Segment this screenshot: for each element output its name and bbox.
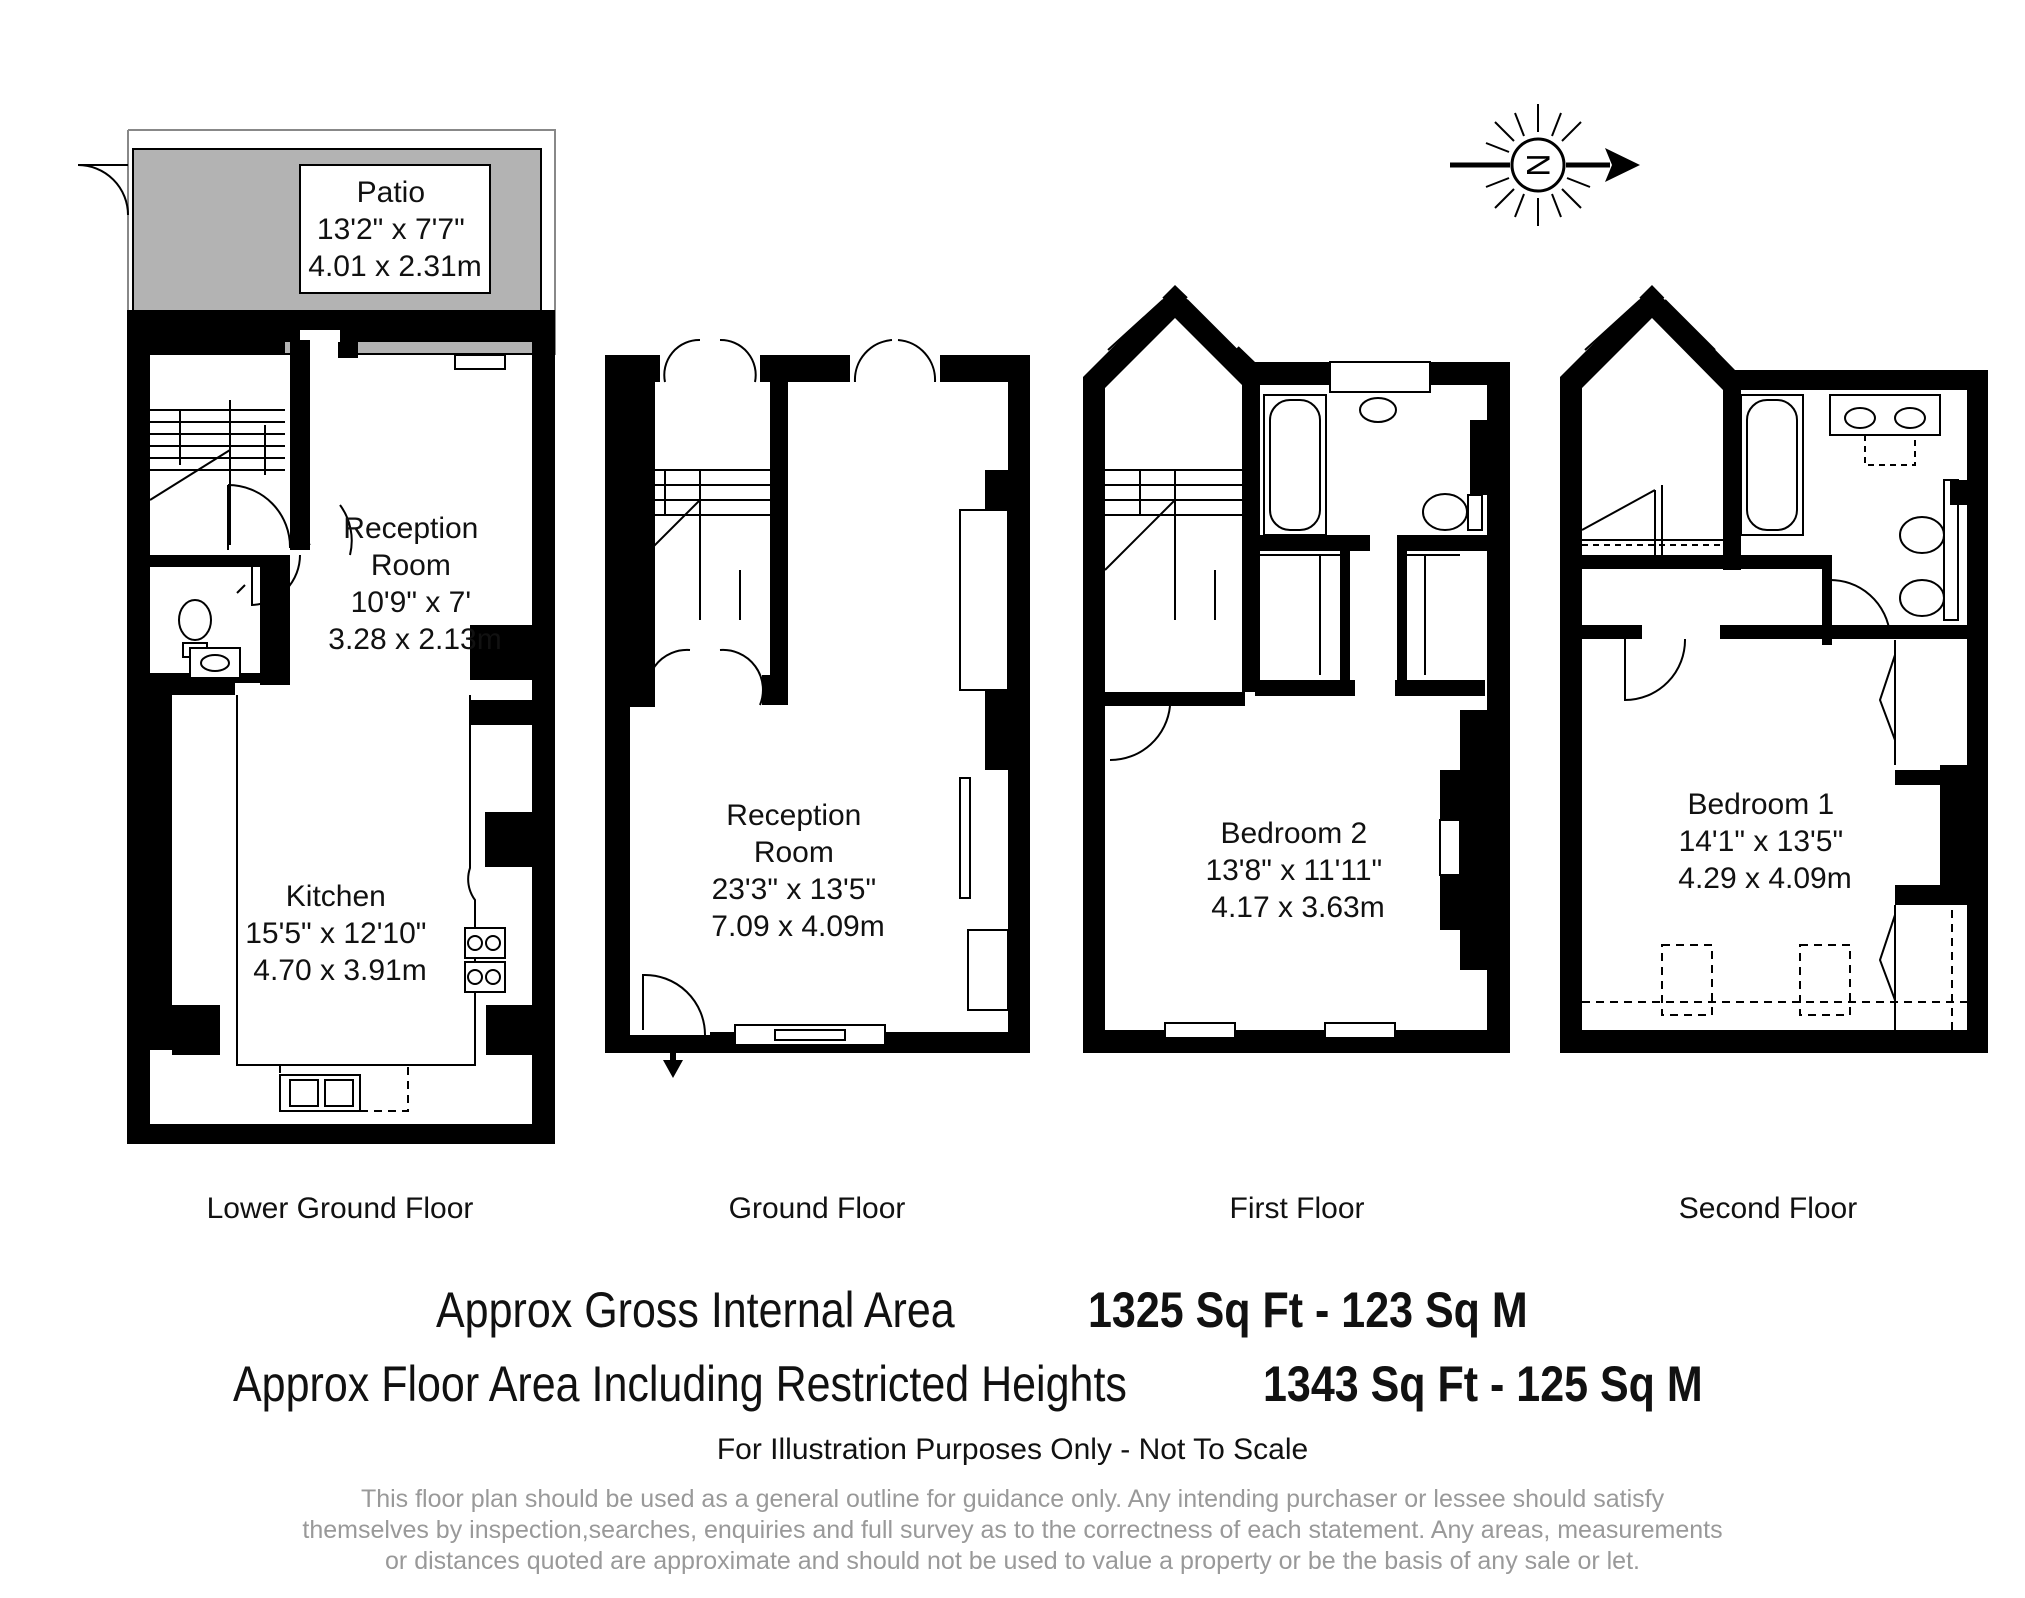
bedroom2-metric: 4.17 x 3.63m xyxy=(1211,891,1385,924)
second-floor-plan xyxy=(1560,285,1988,1053)
svg-text:Bedroom 1 14'1" x 13'5" xyxy=(1678,788,1851,895)
svg-text:Kitchen 15'5" x 12'10" xyxy=(245,880,435,987)
kitchen-imperial: 15'5" x 12'10" xyxy=(245,917,427,950)
lg-reception-name2: Room xyxy=(370,549,451,582)
disclaimer-line-1: This floor plan should be used as a general outline for guidance only. Any intending purchaser or lessee should satisfy xyxy=(360,1485,1665,1513)
patio-name: Patio xyxy=(356,176,426,209)
bedroom1-imperial: 14'1" x 13'5" xyxy=(1678,825,1844,858)
g-reception-name2: Room xyxy=(753,836,834,869)
lower-ground-floor-plan xyxy=(78,130,555,1144)
first-floor-plan xyxy=(1083,285,1510,1053)
illustration-note: For Illustration Purposes Only - Not To Scale xyxy=(716,1433,1309,1466)
patio-imperial: 13'2" x 7'7" xyxy=(316,213,465,246)
gross-area-value: 1325 Sq Ft - 123 Sq M xyxy=(1088,1282,1528,1338)
svg-text:Reception Room 10' xyxy=(328,512,501,656)
g-reception-imperial: 23'3" x 13'5" xyxy=(711,873,877,906)
ground-floor-plan xyxy=(605,340,1030,1078)
gross-area-label: Approx Gross Internal Area xyxy=(436,1282,955,1338)
patio-metric: 4.01 x 2.31m xyxy=(308,250,482,283)
restricted-area-value: 1343 Sq Ft - 125 Sq M xyxy=(1263,1356,1703,1412)
bedroom2-imperial: 13'8" x 11'11" xyxy=(1205,854,1383,887)
compass-letter: N xyxy=(1520,153,1556,177)
kitchen-name: Kitchen xyxy=(285,880,386,913)
disclaimer-line-2: themselves by inspection,searches, enquiries and full survey as to the correctness of each statement. Any areas, measurements xyxy=(302,1516,1723,1544)
compass-icon xyxy=(1450,104,1640,226)
lg-reception-metric: 3.28 x 2.13m xyxy=(328,623,502,656)
svg-text:Bedroom 2 13'8" x 11'11" xyxy=(1205,817,1390,924)
bedroom2-name: Bedroom 2 xyxy=(1220,817,1368,850)
lg-reception-name1: Reception xyxy=(343,512,479,545)
ground-floor-walls xyxy=(605,355,1030,1053)
kitchen-metric: 4.70 x 3.91m xyxy=(253,954,427,987)
floor-label-ground: Ground Floor xyxy=(728,1192,906,1225)
disclaimer-line-3: or distances quoted are approximate and should not be used to value a property or be the basis of any sale or let. xyxy=(385,1547,1640,1575)
floor-label-second: Second Floor xyxy=(1678,1192,1858,1225)
floor-label-first: First Floor xyxy=(1229,1192,1365,1225)
restricted-area-label: Approx Floor Area Including Restricted Heights xyxy=(233,1356,1127,1412)
bedroom1-name: Bedroom 1 xyxy=(1687,788,1835,821)
disclaimer xyxy=(0,1484,2025,1577)
svg-text:Reception Room 23' xyxy=(711,799,884,943)
lg-reception-imperial: 10'9" x 7' xyxy=(350,586,472,619)
floor-label-lower-ground: Lower Ground Floor xyxy=(206,1192,474,1225)
g-reception-name1: Reception xyxy=(726,799,862,832)
bedroom1-metric: 4.29 x 4.09m xyxy=(1678,862,1852,895)
g-reception-metric: 7.09 x 4.09m xyxy=(711,910,885,943)
